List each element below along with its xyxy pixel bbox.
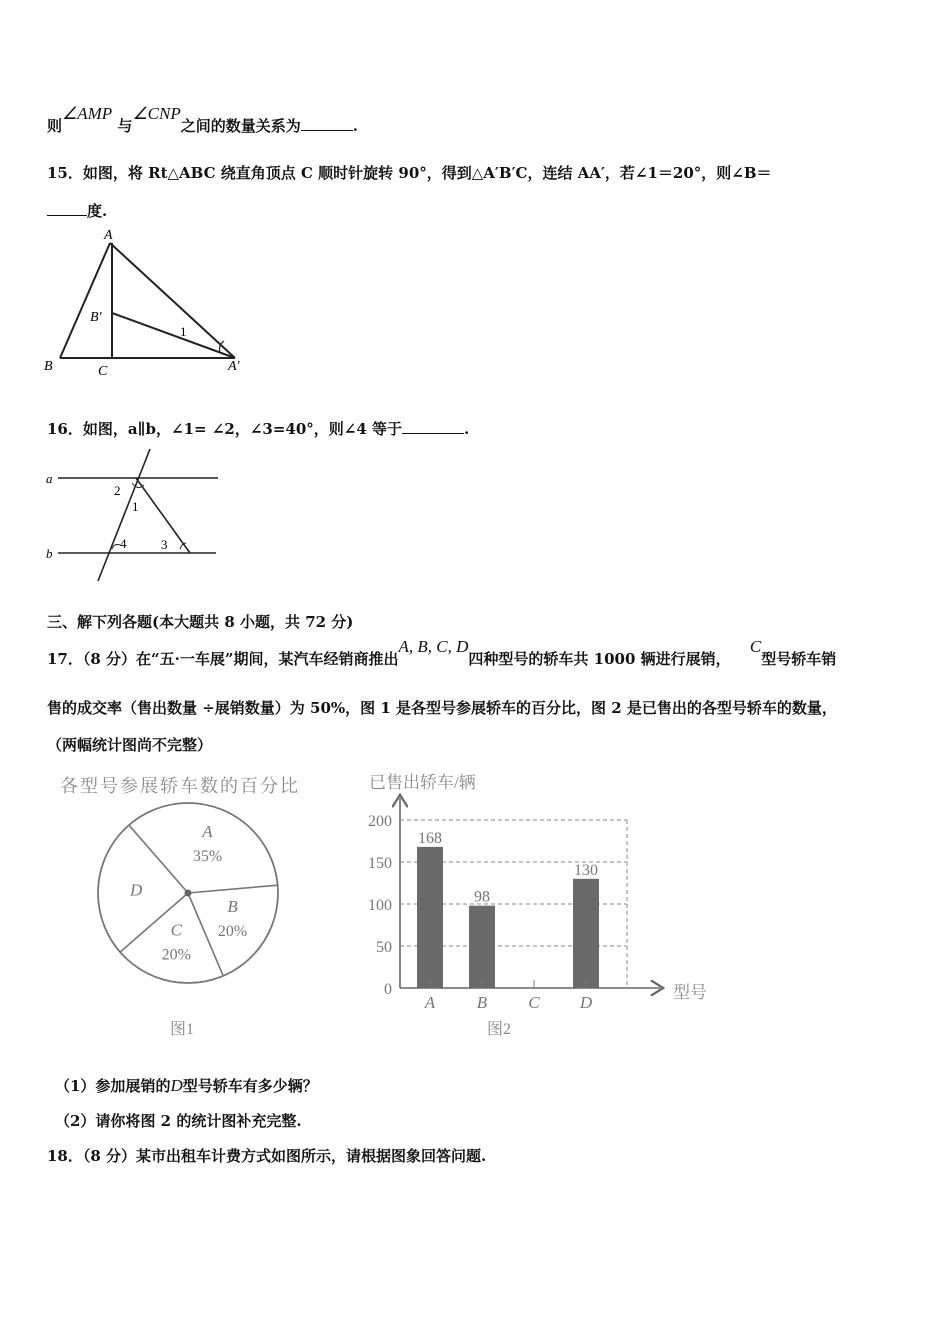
bar-A: [417, 847, 443, 988]
label-B: B: [44, 359, 53, 374]
pie-label-B: B: [227, 896, 238, 916]
answer-blank: [402, 419, 464, 434]
q17-sub2: （2）请你将图 2 的统计图补充完整.: [55, 1112, 302, 1130]
bar-D: [573, 879, 599, 988]
figure1-pie-chart: [55, 768, 335, 1048]
label-B-prime: B′: [90, 310, 102, 325]
pie-value-C: 20%: [161, 946, 191, 964]
y-tick-100: 100: [368, 897, 392, 914]
q17-sub1: （1）参加展销的D型号轿车有多少辆？: [55, 1076, 318, 1095]
label-A: A: [104, 228, 113, 243]
label-2: 2: [114, 483, 121, 498]
figure2-bar-chart: [355, 768, 735, 1048]
label-b: b: [46, 546, 53, 561]
y-tick-0: 0: [384, 981, 392, 998]
q15-tail: 度.: [47, 200, 107, 221]
bar-value-label-B: 98: [474, 888, 490, 906]
pie-slices: [98, 803, 278, 983]
label-a: a: [46, 471, 53, 486]
y-tick-200: 200: [368, 813, 392, 830]
x-tick-C: C: [528, 993, 540, 1012]
math-c: C: [749, 637, 762, 656]
x-tick-D: D: [579, 993, 593, 1012]
math-angle-cnp: ∠CNP: [132, 104, 181, 123]
pie-caption: 图1: [170, 1021, 195, 1038]
label-1: 1: [132, 499, 139, 514]
y-tick-50: 50: [376, 939, 392, 956]
q16-parallel-figure: [40, 445, 230, 590]
math-d: D: [170, 1076, 183, 1095]
answer-blank: [47, 201, 87, 216]
q15-text: 15．如图，将 Rt△ABC 绕直角顶点 C 顺时针旋转 90°，得到△A′B′C，连结 AA′，若∠1＝20°，则∠B＝: [47, 164, 772, 182]
y-tick-150: 150: [368, 855, 392, 872]
label-A-prime: A′: [228, 359, 240, 374]
pie-title: 各型号参展轿车数的百分比: [60, 776, 300, 796]
pie-label-C: C: [170, 920, 182, 940]
pie-value-B: 20%: [217, 922, 248, 940]
bar-marks: [368, 798, 660, 1012]
x-tick-A: A: [424, 993, 436, 1012]
bar-value-label-A: 168: [418, 829, 442, 847]
q17-line1: 17．（8 分）在“五·一车展”期间，某汽车经销商推出A, B, C, D四种型号的轿车共 1000 辆进行展销， C型号轿车销: [47, 637, 837, 668]
bar-caption: 图2: [487, 1021, 512, 1038]
x-tick-B: B: [476, 993, 488, 1012]
label-3: 3: [161, 537, 168, 552]
label-C: C: [98, 364, 108, 379]
q15-triangle-figure: [40, 225, 260, 385]
label-4: 4: [120, 536, 127, 551]
bar-title: 已售出轿车/辆: [369, 773, 476, 792]
q17-line2: 售的成交率（售出数量 ÷展销数量）为 50%，图 1 是各型号参展轿车的百分比，图 2 是已售出的各型号轿车的数量，: [47, 699, 837, 717]
q14-tail-line: 则∠AMP 与∠CNP之间的数量关系为 .: [47, 104, 358, 135]
bar-value-label-D: 130: [574, 861, 598, 879]
section-3-heading: 三、解下列各题(本大题共 8 小题，共 72 分): [47, 613, 354, 631]
bar-B: [469, 906, 495, 988]
pie-slice-boundary-B: [188, 885, 278, 893]
q17-line3: （两幅统计图尚不完整）: [47, 736, 213, 754]
pie-center: [185, 890, 192, 897]
answer-blank: [301, 116, 353, 131]
bar-xlabel: 型号: [673, 983, 707, 1002]
q16-text: 16．如图，a∥b，∠1= ∠2，∠3=40°，则∠4 等于 .: [47, 420, 470, 438]
pie-label-A: A: [202, 821, 213, 841]
math-models: A, B, C, D: [398, 637, 469, 656]
pie-label-D: D: [129, 880, 143, 900]
q18-text: 18．（8 分）某市出租车计费方式如图所示，请根据图象回答问题.: [47, 1147, 487, 1165]
math-angle-amp: ∠AMP: [62, 104, 113, 123]
label-angle-1: 1: [180, 324, 187, 339]
pie-value-A: 35%: [192, 847, 223, 865]
